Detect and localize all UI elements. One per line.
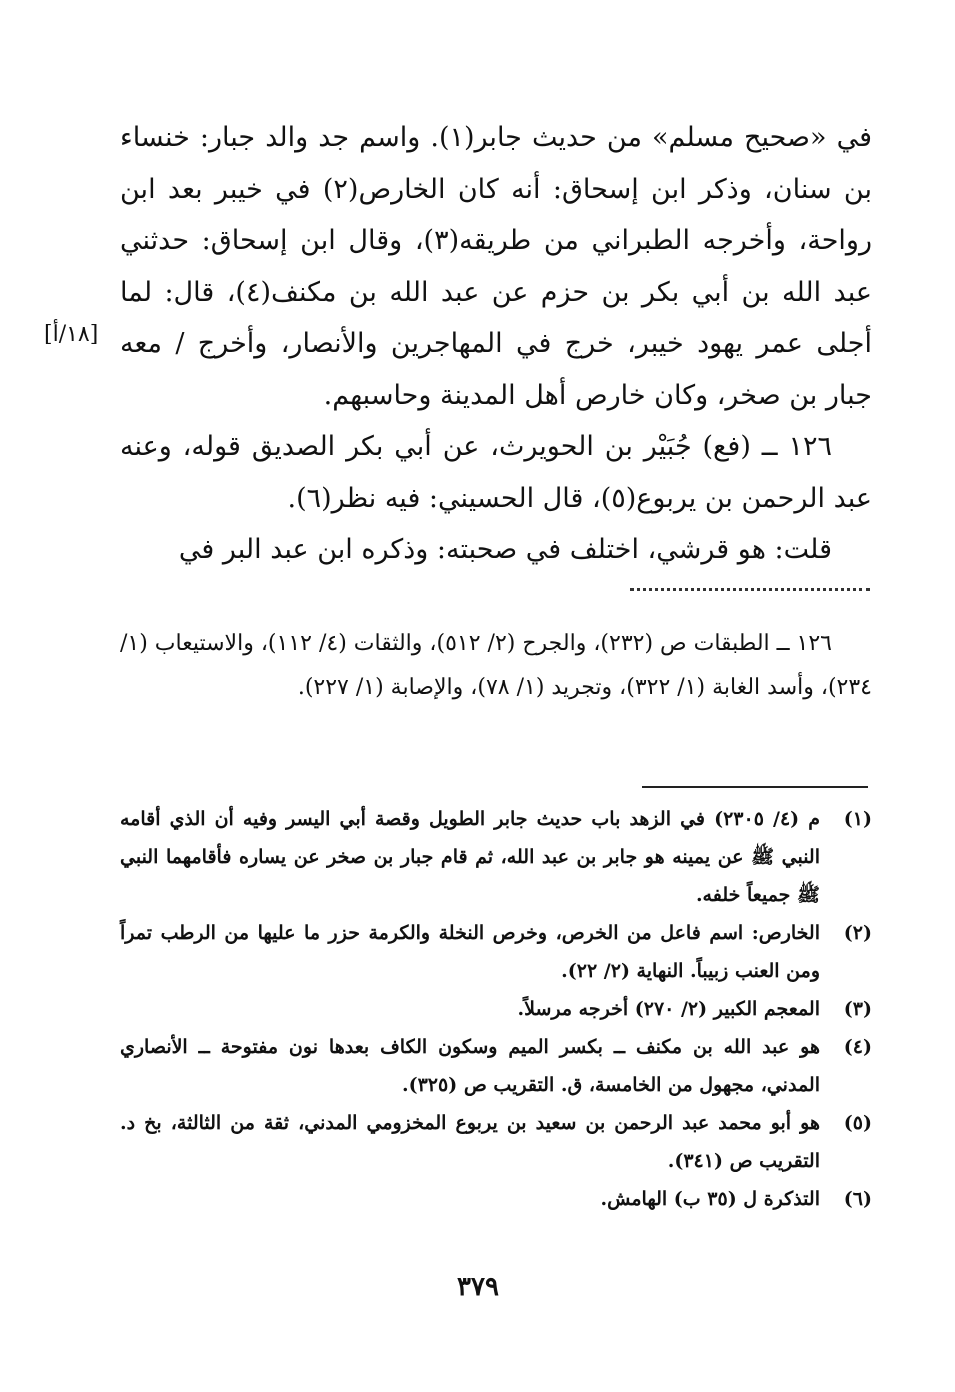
body-paragraph: قلت: هو قرشي، اختلف في صحبته: وذكره ابن عبد البر في [178,534,832,565]
footnote-text: هو أبو محمد عبد الرحمن بن سعيد بن يربوع المخزومي المدني، ثقة من الثالثة، بخ د. التقريب ص (٣٤١). [120,1112,820,1172]
footnote-text: المعجم الكبير (٢/ ٢٧٠) أخرجه مرسلاً. [517,998,820,1020]
footnote [120,1104,872,1180]
footnote-text: الخارص: اسم فاعل من الخرص، وخرص النخلة والكرمة حزر ما عليها من الرطب تمراً ومن العنب زبيباً. النهاية (٢/ ٢٢). [120,922,820,982]
main-text [120,112,872,576]
manuscript-folio-reference: [١٨/أ] [44,322,99,347]
biography-sources [120,622,872,710]
footnote-divider [642,786,868,788]
footnote-text: هو عبد الله بن مكنف ــ بكسر الميم وسكون الكاف بعدها نون مفتوحة ــ الأنصاري المدني، مجهول من الخامسة، ق. التقريب ص (٣٢٥). [120,1036,820,1096]
footnote-number: (٤) [843,1036,872,1058]
footnote [120,990,872,1028]
footnotes [120,800,872,1218]
footnote-number: (٥) [843,1112,872,1134]
body-paragraph: في «صحيح مسلم» من حديث جابر(١). واسم جد والد جبار: خنساء بن سنان، وذكر ابن إسحاق: أنه كان الخارص(٢) في خيبر بعد ابن رواحة، وأخرجه الطبراني من طريقه(٣)، وقال ابن إسحاق: حدثني عبد الله بن أبي بكر بن حزم عن عبد الله بن مكنف(٤)، قال: لما أجلى عمر يهود خيبر، خرج في المهاجرين والأنصار، وأخرج / معه جبار بن صخر، وكان خارص أهل المدينة وحاسبهم. [120,122,873,411]
footnote [120,1180,872,1218]
footnote [120,914,872,990]
footnote [120,800,872,914]
body-paragraph: ١٢٦ ــ (فع) جُبَيْر بن الحويرث، عن أبي بكر الصديق قوله، وعنه عبد الرحمن بن يربوع(٥)، قال الحسيني: فيه نظر(٦). [120,431,872,514]
sources-line: ١٢٦ ــ الطبقات ص (٢٣٢)، والجرح (٢/ ٥١٢)، والثقات (٤/ ١١٢)، والاستيعاب (١/ ٢٣٤)، وأسد الغابة (١/ ٣٢٢)، وتجريد (١/ ٧٨)، والإصابة (١/ ٢٢٧). [119,631,872,700]
footnote-text: التذكرة ل (٣٥ ب) الهامش. [600,1188,820,1210]
footnote [120,1028,872,1104]
footnote-number: (١) [843,808,872,830]
footnote-number: (٦) [843,1188,872,1210]
dotted-separator [630,588,870,591]
footnote-text: م (٤/ ٢٣٠٥) في الزهد باب حديث جابر الطويل وقصة أبي اليسر وفيه أن الذي أقامه النبي ﷺ عن يمينه هو جابر بن عبد الله، ثم قام جبار بن صخر عن يساره فأقامهما النبي ﷺ جميعاً خلفه. [120,808,820,906]
footnote-number: (٢) [843,922,872,944]
page-number: ٣٧٩ [457,1272,499,1302]
footnote-number: (٣) [843,998,872,1020]
